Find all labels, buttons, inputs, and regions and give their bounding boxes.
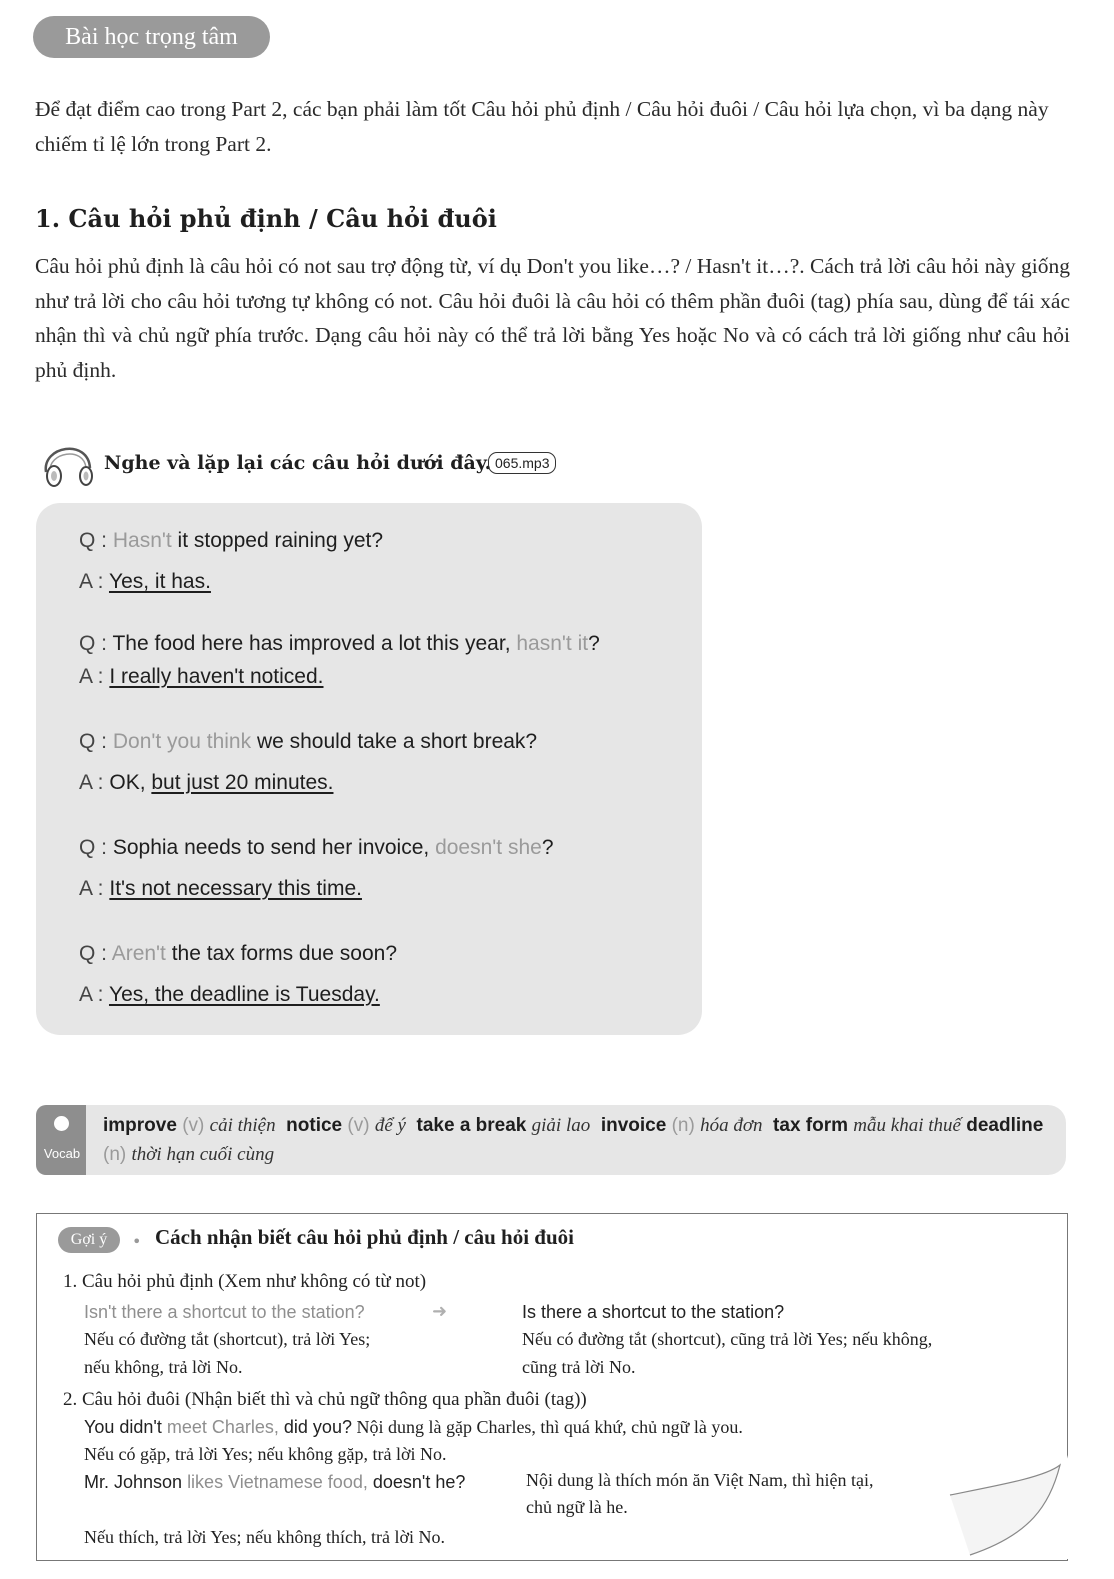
q-highlight: Hasn't bbox=[112, 529, 172, 552]
tip-example-tag-1-answer: Nếu có gặp, trả lời Yes; nếu không gặp, trả lời No. bbox=[84, 1444, 447, 1464]
vocab-dot-icon bbox=[54, 1116, 69, 1131]
a-underlined: but just 20 minutes. bbox=[151, 771, 334, 794]
vocab-item: take a break giải lao bbox=[416, 1115, 591, 1136]
a-label: A : bbox=[79, 983, 109, 1006]
q-text: we should take a short break? bbox=[251, 730, 538, 753]
tip-point-1-heading: 1. Câu hỏi phủ định (Xem như không có từ not) bbox=[63, 1271, 427, 1292]
q-label: Q : bbox=[79, 632, 113, 655]
qa-answer-1 bbox=[79, 570, 211, 594]
q-highlight: hasn't it bbox=[516, 632, 589, 655]
q-text: it stopped raining yet? bbox=[171, 529, 384, 552]
vocab-item: notice (v) để ý bbox=[286, 1115, 406, 1136]
tip-badge: Gợi ý bbox=[58, 1227, 120, 1253]
qa-question-5 bbox=[79, 942, 397, 966]
vocab-list bbox=[103, 1111, 1053, 1169]
tip-example-tag-2-answer: Nếu thích, trả lời Yes; nếu không thích, trả lời No. bbox=[84, 1527, 445, 1547]
qa-question-1 bbox=[79, 529, 383, 553]
q-highlight: doesn't she bbox=[435, 836, 542, 859]
a-underlined: It's not necessary this time. bbox=[109, 877, 362, 900]
section-title: 1. Câu hỏi phủ định / Câu hỏi đuôi bbox=[35, 204, 497, 233]
q-label: Q : bbox=[79, 836, 113, 859]
arrow-right-icon: ➜ bbox=[432, 1301, 448, 1322]
qa-answer-4 bbox=[79, 877, 362, 901]
listen-instruction-text: Nghe và lặp lại các câu hỏi dưới đây. bbox=[104, 452, 492, 474]
qa-answer-2 bbox=[79, 665, 324, 689]
q-label: Q : bbox=[79, 529, 113, 552]
a-label: A : bbox=[79, 771, 110, 794]
a-label: A : bbox=[79, 665, 110, 688]
qa-question-2 bbox=[79, 632, 600, 656]
vocab-item: tax form mẫu khai thuế bbox=[773, 1115, 961, 1136]
a-underlined: Yes, it has. bbox=[108, 570, 211, 593]
tip-title: Cách nhận biết câu hỏi phủ định / câu hỏi đuôi bbox=[155, 1225, 574, 1249]
a-label: A : bbox=[79, 877, 110, 900]
qa-answer-5 bbox=[79, 983, 380, 1007]
tip-note-left-1: Nếu có đường tắt (shortcut), trả lời Yes; bbox=[84, 1329, 371, 1349]
q-text: ? bbox=[541, 836, 554, 859]
q-label: Q : bbox=[79, 942, 112, 965]
q-text: the tax forms due soon? bbox=[165, 942, 398, 965]
bullet-icon: • bbox=[132, 1232, 142, 1251]
audio-track-badge[interactable]: 065.mp3 bbox=[488, 452, 556, 474]
q-text: Sophia needs to send her invoice, bbox=[112, 836, 436, 859]
qa-question-3 bbox=[79, 730, 537, 754]
qa-question-4 bbox=[79, 836, 554, 860]
listen-instruction-row bbox=[38, 432, 738, 492]
vocab-label: Vocab bbox=[43, 1146, 81, 1161]
a-label: A : bbox=[79, 570, 109, 593]
headphones-icon bbox=[38, 432, 98, 488]
vocab-item: invoice (n) hóa đơn bbox=[600, 1115, 763, 1136]
tip-example-tag-1: You didn't meet Charles, did you? Nội dung là gặp Charles, thì quá khứ, chủ ngữ là you. bbox=[84, 1417, 743, 1437]
tip-example-negative: Isn't there a shortcut to the station? bbox=[84, 1302, 365, 1322]
vocab-item: deadline (n) thời hạn cuối cùng bbox=[103, 1115, 1044, 1165]
tip-point-2-heading: 2. Câu hỏi đuôi (Nhận biết thì và chủ ngữ thông qua phần đuôi (tag)) bbox=[63, 1389, 587, 1410]
qa-answer-3 bbox=[79, 771, 333, 795]
q-text: ? bbox=[588, 632, 600, 655]
tip-example-positive: Is there a shortcut to the station? bbox=[522, 1302, 785, 1322]
a-underlined: Yes, the deadline is Tuesday. bbox=[108, 983, 380, 1006]
intro-paragraph: Để đạt điểm cao trong Part 2, các bạn phải làm tốt Câu hỏi phủ định / Câu hỏi đuôi / Câu hỏi lựa chọn, vì ba dạng này chiếm tỉ lệ lớn trong Part 2. bbox=[35, 97, 1049, 156]
q-highlight: Aren't bbox=[111, 942, 166, 965]
section-header-badge: Bài học trọng tâm bbox=[33, 16, 270, 58]
vocab-item: improve (v) cải thiện bbox=[103, 1115, 276, 1136]
section-body: Câu hỏi phủ định là câu hỏi có not sau trợ động từ, ví dụ Don't you like…? / Hasn't it…?. Cách trả lời câu hỏi này giống như trả lời cho câu hỏi tương tự không có not. Câu hỏi đuôi là câu hỏi có thêm phần đuôi (tag) phía sau, dùng để tái xác nhận thì và chủ ngữ phía trước. Dạng câu hỏi này có thể trả lời bằng Yes hoặc No và có cách trả lời giống như câu hỏi phủ định. bbox=[35, 254, 1070, 382]
q-label: Q : bbox=[79, 730, 113, 753]
tip-example-tag-2-note-1: Nội dung là thích món ăn Việt Nam, thì hiện tại, bbox=[526, 1470, 874, 1490]
a-underlined: I really haven't noticed. bbox=[109, 665, 324, 688]
q-highlight: Don't you think bbox=[112, 730, 252, 753]
q-text: The food here has improved a lot this year, bbox=[112, 632, 517, 655]
a-text: OK, bbox=[109, 771, 152, 794]
tip-note-right-1: Nếu có đường tắt (shortcut), cũng trả lời Yes; nếu không, bbox=[522, 1329, 933, 1349]
tip-example-tag-2: Mr. Johnson likes Vietnamese food, doesn't he? bbox=[84, 1472, 466, 1492]
tip-note-left-2: nếu không, trả lời No. bbox=[84, 1357, 243, 1377]
tip-example-tag-2-note-2: chủ ngữ là he. bbox=[526, 1497, 628, 1517]
page-curl-decoration bbox=[930, 1455, 1070, 1561]
tip-note-right-2: cũng trả lời No. bbox=[522, 1357, 636, 1377]
